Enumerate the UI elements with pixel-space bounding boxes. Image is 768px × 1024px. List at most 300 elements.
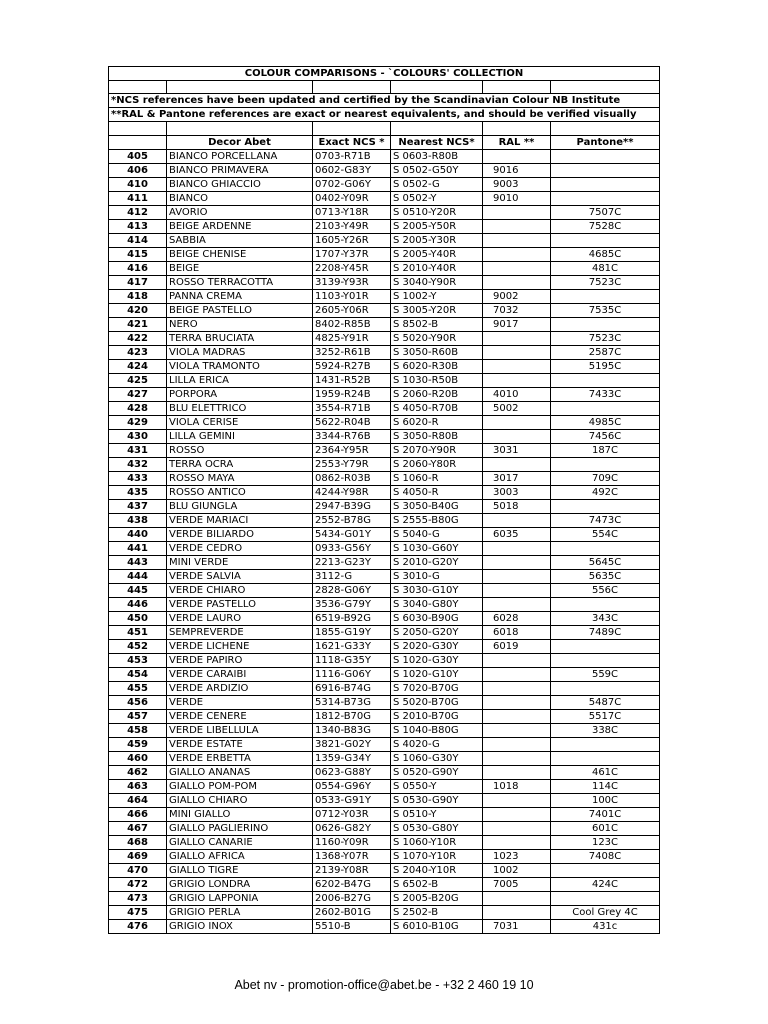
ral-ref (483, 821, 551, 835)
ral-ref (483, 723, 551, 737)
decor-name: VERDE LAURO (167, 611, 313, 625)
pantone-ref: 7408C (551, 849, 660, 863)
header-code (109, 135, 167, 149)
decor-code: 457 (109, 709, 167, 723)
exact-ncs: 2828-G06Y (313, 583, 391, 597)
decor-code: 453 (109, 653, 167, 667)
decor-name: VIOLA CERISE (167, 415, 313, 429)
ral-ref (483, 429, 551, 443)
exact-ncs: 1605-Y26R (313, 233, 391, 247)
table-row (109, 191, 660, 205)
nearest-ncs: S 0520-G90Y (391, 765, 483, 779)
decor-name: VERDE MARIACI (167, 513, 313, 527)
decor-code: 423 (109, 345, 167, 359)
header-decor: Decor Abet (167, 135, 313, 149)
table-row (109, 723, 660, 737)
exact-ncs: 0862-R03B (313, 471, 391, 485)
nearest-ncs: S 0510-Y20R (391, 205, 483, 219)
ral-ref: 6035 (483, 527, 551, 541)
nearest-ncs: S 6020-R30B (391, 359, 483, 373)
decor-name: BEIGE PASTELLO (167, 303, 313, 317)
exact-ncs: 0933-G56Y (313, 541, 391, 555)
ral-ref: 4010 (483, 387, 551, 401)
decor-name: AVORIO (167, 205, 313, 219)
pantone-ref (551, 163, 660, 177)
decor-name: BIANCO (167, 191, 313, 205)
decor-name: BIANCO PORCELLANA (167, 149, 313, 163)
exact-ncs: 0712-Y03R (313, 807, 391, 821)
nearest-ncs: S 0603-R80B (391, 149, 483, 163)
table-row (109, 303, 660, 317)
ral-ref (483, 737, 551, 751)
decor-name: GIALLO POM-POM (167, 779, 313, 793)
exact-ncs: 1707-Y37R (313, 247, 391, 261)
nearest-ncs: S 2005-B20G (391, 891, 483, 905)
colour-comparison-table (108, 66, 660, 934)
ral-ref: 3003 (483, 485, 551, 499)
ral-ref: 7031 (483, 919, 551, 933)
decor-code: 444 (109, 569, 167, 583)
table-row (109, 387, 660, 401)
pantone-ref: 5645C (551, 555, 660, 569)
ral-ref (483, 457, 551, 471)
table-row (109, 737, 660, 751)
exact-ncs: 6519-B92G (313, 611, 391, 625)
nearest-ncs: S 4020-G (391, 737, 483, 751)
nearest-ncs: S 5040-G (391, 527, 483, 541)
exact-ncs: 1812-B70G (313, 709, 391, 723)
decor-name: GRIGIO PERLA (167, 905, 313, 919)
decor-name: MINI GIALLO (167, 807, 313, 821)
decor-code: 462 (109, 765, 167, 779)
nearest-ncs: S 5020-B70G (391, 695, 483, 709)
decor-name: TERRA BRUCIATA (167, 331, 313, 345)
ral-ref: 1002 (483, 863, 551, 877)
nearest-ncs: S 3040-G80Y (391, 597, 483, 611)
exact-ncs: 1359-G34Y (313, 751, 391, 765)
ral-ref (483, 149, 551, 163)
nearest-ncs: S 0502-G (391, 177, 483, 191)
exact-ncs: 0533-G91Y (313, 793, 391, 807)
decor-code: 411 (109, 191, 167, 205)
pantone-ref (551, 653, 660, 667)
pantone-ref: 424C (551, 877, 660, 891)
exact-ncs: 1340-B83G (313, 723, 391, 737)
exact-ncs: 0713-Y18R (313, 205, 391, 219)
pantone-ref: 461C (551, 765, 660, 779)
table-row (109, 443, 660, 457)
nearest-ncs: S 2010-G20Y (391, 555, 483, 569)
exact-ncs: 0554-G96Y (313, 779, 391, 793)
nearest-ncs: S 2070-Y90R (391, 443, 483, 457)
pantone-ref: 5487C (551, 695, 660, 709)
nearest-ncs: S 0502-G50Y (391, 163, 483, 177)
pantone-ref (551, 317, 660, 331)
decor-code: 472 (109, 877, 167, 891)
nearest-ncs: S 2005-Y40R (391, 247, 483, 261)
exact-ncs: 6202-B47G (313, 877, 391, 891)
decor-name: VIOLA TRAMONTO (167, 359, 313, 373)
ral-ref (483, 345, 551, 359)
ral-ref (483, 331, 551, 345)
pantone-ref: 481C (551, 261, 660, 275)
exact-ncs: 5434-G01Y (313, 527, 391, 541)
table-row (109, 275, 660, 289)
ncs-note: *NCS references have been updated and certified by the Scandinavian Colour NB Institute (109, 94, 660, 108)
spacer-row (109, 81, 660, 94)
table-row (109, 317, 660, 331)
ral-ref (483, 415, 551, 429)
table-row (109, 471, 660, 485)
table-row (109, 527, 660, 541)
nearest-ncs: S 2040-Y10R (391, 863, 483, 877)
ral-ref (483, 709, 551, 723)
table-row (109, 653, 660, 667)
decor-name: ROSSO (167, 443, 313, 457)
table-row (109, 345, 660, 359)
decor-name: VERDE CENERE (167, 709, 313, 723)
decor-code: 441 (109, 541, 167, 555)
table-row (109, 793, 660, 807)
decor-name: LILLA GEMINI (167, 429, 313, 443)
nearest-ncs: S 0510-Y (391, 807, 483, 821)
table-row (109, 205, 660, 219)
ral-ref (483, 807, 551, 821)
nearest-ncs: S 1040-B80G (391, 723, 483, 737)
ral-ref: 1023 (483, 849, 551, 863)
nearest-ncs: S 6502-B (391, 877, 483, 891)
decor-code: 466 (109, 807, 167, 821)
pantone-ref: 554C (551, 527, 660, 541)
pantone-ref: 7523C (551, 331, 660, 345)
pantone-ref: 4985C (551, 415, 660, 429)
pantone-ref: 5635C (551, 569, 660, 583)
ral-ref (483, 513, 551, 527)
nearest-ncs: S 7020-B70G (391, 681, 483, 695)
decor-code: 418 (109, 289, 167, 303)
nearest-ncs: S 2010-Y40R (391, 261, 483, 275)
decor-code: 406 (109, 163, 167, 177)
decor-code: 460 (109, 751, 167, 765)
decor-code: 421 (109, 317, 167, 331)
decor-name: ROSSO ANTICO (167, 485, 313, 499)
nearest-ncs: S 2010-B70G (391, 709, 483, 723)
exact-ncs: 6916-B74G (313, 681, 391, 695)
exact-ncs: 5924-R27B (313, 359, 391, 373)
pantone-ref (551, 233, 660, 247)
exact-ncs: 5314-B73G (313, 695, 391, 709)
table-row (109, 919, 660, 933)
pantone-ref: 100C (551, 793, 660, 807)
ral-ref (483, 667, 551, 681)
table-row (109, 583, 660, 597)
ral-ref (483, 261, 551, 275)
table-row (109, 219, 660, 233)
exact-ncs: 5510-B (313, 919, 391, 933)
nearest-ncs: S 2020-G30Y (391, 639, 483, 653)
nearest-ncs: S 0530-G90Y (391, 793, 483, 807)
footer-contact: Abet nv - promotion-office@abet.be - +32 2 460 19 10 (234, 978, 534, 992)
ral-ref: 7005 (483, 877, 551, 891)
exact-ncs: 1160-Y09R (313, 835, 391, 849)
decor-code: 476 (109, 919, 167, 933)
decor-code: 410 (109, 177, 167, 191)
note-row (109, 94, 660, 108)
exact-ncs: 0703-R71B (313, 149, 391, 163)
pantone-ref: 114C (551, 779, 660, 793)
table-row (109, 163, 660, 177)
exact-ncs: 3536-G79Y (313, 597, 391, 611)
decor-code: 459 (109, 737, 167, 751)
decor-code: 452 (109, 639, 167, 653)
decor-code: 428 (109, 401, 167, 415)
pantone-ref: 7523C (551, 275, 660, 289)
decor-name: VIOLA MADRAS (167, 345, 313, 359)
decor-name: VERDE ESTATE (167, 737, 313, 751)
decor-code: 425 (109, 373, 167, 387)
nearest-ncs: S 4050-R70B (391, 401, 483, 415)
exact-ncs: 3252-R61B (313, 345, 391, 359)
exact-ncs: 2364-Y95R (313, 443, 391, 457)
header-row (109, 135, 660, 149)
ral-ref: 6019 (483, 639, 551, 653)
table-row (109, 611, 660, 625)
ral-ref (483, 233, 551, 247)
exact-ncs: 0623-G88Y (313, 765, 391, 779)
pantone-ref: 431c (551, 919, 660, 933)
table-row (109, 779, 660, 793)
pantone-ref (551, 681, 660, 695)
pantone-ref: 2587C (551, 345, 660, 359)
exact-ncs: 8402-R85B (313, 317, 391, 331)
ral-ref: 7032 (483, 303, 551, 317)
pantone-ref (551, 751, 660, 765)
table-row (109, 807, 660, 821)
pantone-ref (551, 373, 660, 387)
decor-name: GRIGIO INOX (167, 919, 313, 933)
pantone-ref (551, 597, 660, 611)
exact-ncs: 2139-Y08R (313, 863, 391, 877)
decor-code: 463 (109, 779, 167, 793)
pantone-ref (551, 891, 660, 905)
nearest-ncs: S 3005-Y20R (391, 303, 483, 317)
pantone-ref (551, 863, 660, 877)
ral-ref (483, 835, 551, 849)
table-row (109, 751, 660, 765)
decor-code: 429 (109, 415, 167, 429)
decor-name: BLU GIUNGLA (167, 499, 313, 513)
table-row (109, 555, 660, 569)
ral-ref: 5018 (483, 499, 551, 513)
table-row (109, 247, 660, 261)
decor-code: 445 (109, 583, 167, 597)
decor-code: 454 (109, 667, 167, 681)
decor-name: BIANCO PRIMAVERA (167, 163, 313, 177)
table-row (109, 401, 660, 415)
nearest-ncs: S 3050-B40G (391, 499, 483, 513)
decor-name: VERDE CEDRO (167, 541, 313, 555)
decor-code: 431 (109, 443, 167, 457)
decor-code: 468 (109, 835, 167, 849)
ral-ref (483, 569, 551, 583)
pantone-ref (551, 177, 660, 191)
nearest-ncs: S 1060-G30Y (391, 751, 483, 765)
pantone-ref: 338C (551, 723, 660, 737)
table-row (109, 639, 660, 653)
table-row (109, 891, 660, 905)
table-row (109, 695, 660, 709)
pantone-ref (551, 737, 660, 751)
pantone-ref: 7401C (551, 807, 660, 821)
pantone-ref: 7507C (551, 205, 660, 219)
exact-ncs: 5622-R04B (313, 415, 391, 429)
nearest-ncs: S 8502-B (391, 317, 483, 331)
exact-ncs: 1368-Y07R (313, 849, 391, 863)
nearest-ncs: S 6020-R (391, 415, 483, 429)
exact-ncs: 1118-G35Y (313, 653, 391, 667)
nearest-ncs: S 2060-Y80R (391, 457, 483, 471)
table-row (109, 429, 660, 443)
decor-name: SABBIA (167, 233, 313, 247)
decor-code: 415 (109, 247, 167, 261)
nearest-ncs: S 6030-B90G (391, 611, 483, 625)
decor-name: BEIGE CHENISE (167, 247, 313, 261)
exact-ncs: 3344-R76B (313, 429, 391, 443)
nearest-ncs: S 1060-Y10R (391, 835, 483, 849)
nearest-ncs: S 2050-G20Y (391, 625, 483, 639)
exact-ncs: 0602-G83Y (313, 163, 391, 177)
decor-name: GIALLO TIGRE (167, 863, 313, 877)
ral-ref (483, 205, 551, 219)
table-row (109, 541, 660, 555)
decor-name: NERO (167, 317, 313, 331)
ral-ref (483, 891, 551, 905)
decor-name: BEIGE (167, 261, 313, 275)
decor-code: 430 (109, 429, 167, 443)
exact-ncs: 0402-Y09R (313, 191, 391, 205)
decor-name: GRIGIO LONDRA (167, 877, 313, 891)
pantone-ref: 709C (551, 471, 660, 485)
title-row (109, 67, 660, 81)
pantone-ref: 556C (551, 583, 660, 597)
ral-ref (483, 793, 551, 807)
decor-code: 440 (109, 527, 167, 541)
ral-ref (483, 765, 551, 779)
exact-ncs: 4825-Y91R (313, 331, 391, 345)
exact-ncs: 2552-B78G (313, 513, 391, 527)
decor-name: GIALLO PAGLIERINO (167, 821, 313, 835)
ral-ref (483, 695, 551, 709)
exact-ncs: 1959-R24B (313, 387, 391, 401)
exact-ncs: 1855-G19Y (313, 625, 391, 639)
table-row (109, 499, 660, 513)
nearest-ncs: S 1020-G30Y (391, 653, 483, 667)
ral-ref: 9017 (483, 317, 551, 331)
pantone-ref: 7433C (551, 387, 660, 401)
decor-code: 433 (109, 471, 167, 485)
pantone-ref: 343C (551, 611, 660, 625)
nearest-ncs: S 4050-R (391, 485, 483, 499)
table-row (109, 177, 660, 191)
decor-name: GIALLO ANANAS (167, 765, 313, 779)
exact-ncs: 2947-B39G (313, 499, 391, 513)
table-row (109, 849, 660, 863)
exact-ncs: 0626-G82Y (313, 821, 391, 835)
pantone-ref: 7528C (551, 219, 660, 233)
table-row (109, 681, 660, 695)
decor-code: 451 (109, 625, 167, 639)
exact-ncs: 3112-G (313, 569, 391, 583)
pantone-ref (551, 639, 660, 653)
nearest-ncs: S 1070-Y10R (391, 849, 483, 863)
decor-code: 456 (109, 695, 167, 709)
ral-ref: 9002 (483, 289, 551, 303)
exact-ncs: 1116-G06Y (313, 667, 391, 681)
decor-code: 467 (109, 821, 167, 835)
nearest-ncs: S 1020-G10Y (391, 667, 483, 681)
ral-ref (483, 373, 551, 387)
ral-ref (483, 583, 551, 597)
table-row (109, 289, 660, 303)
ral-ref (483, 751, 551, 765)
decor-name: GIALLO AFRICA (167, 849, 313, 863)
decor-code: 443 (109, 555, 167, 569)
decor-name: VERDE SALVIA (167, 569, 313, 583)
ral-ref: 3031 (483, 443, 551, 457)
decor-name: VERDE ERBETTA (167, 751, 313, 765)
pantone-ref: 7535C (551, 303, 660, 317)
table-row (109, 485, 660, 499)
decor-name: VERDE CHIARO (167, 583, 313, 597)
exact-ncs: 2553-Y79R (313, 457, 391, 471)
table-row (109, 765, 660, 779)
decor-name: ROSSO MAYA (167, 471, 313, 485)
pantone-ref (551, 289, 660, 303)
pantone-ref: 7456C (551, 429, 660, 443)
decor-name: SEMPREVERDE (167, 625, 313, 639)
exact-ncs: 1103-Y01R (313, 289, 391, 303)
decor-code: 405 (109, 149, 167, 163)
table-row (109, 457, 660, 471)
table-row (109, 373, 660, 387)
pantone-ref (551, 191, 660, 205)
nearest-ncs: S 0502-Y (391, 191, 483, 205)
table-row (109, 513, 660, 527)
nearest-ncs: S 3050-R80B (391, 429, 483, 443)
ral-ref (483, 247, 551, 261)
table-row (109, 667, 660, 681)
ral-ref: 6018 (483, 625, 551, 639)
table-row (109, 835, 660, 849)
ral-ref (483, 681, 551, 695)
header-exact-ncs: Exact NCS * (313, 135, 391, 149)
decor-name: VERDE LICHENE (167, 639, 313, 653)
decor-code: 475 (109, 905, 167, 919)
decor-code: 420 (109, 303, 167, 317)
nearest-ncs: S 0530-G80Y (391, 821, 483, 835)
decor-name: PANNA CREMA (167, 289, 313, 303)
decor-code: 422 (109, 331, 167, 345)
table-row (109, 149, 660, 163)
ral-pantone-note: **RAL & Pantone references are exact or nearest equivalents, and should be verified visually (109, 108, 660, 122)
nearest-ncs: S 3010-G (391, 569, 483, 583)
exact-ncs: 3821-G02Y (313, 737, 391, 751)
nearest-ncs: S 3040-Y90R (391, 275, 483, 289)
decor-code: 416 (109, 261, 167, 275)
nearest-ncs: S 2005-Y30R (391, 233, 483, 247)
table-row (109, 415, 660, 429)
table-row (109, 877, 660, 891)
